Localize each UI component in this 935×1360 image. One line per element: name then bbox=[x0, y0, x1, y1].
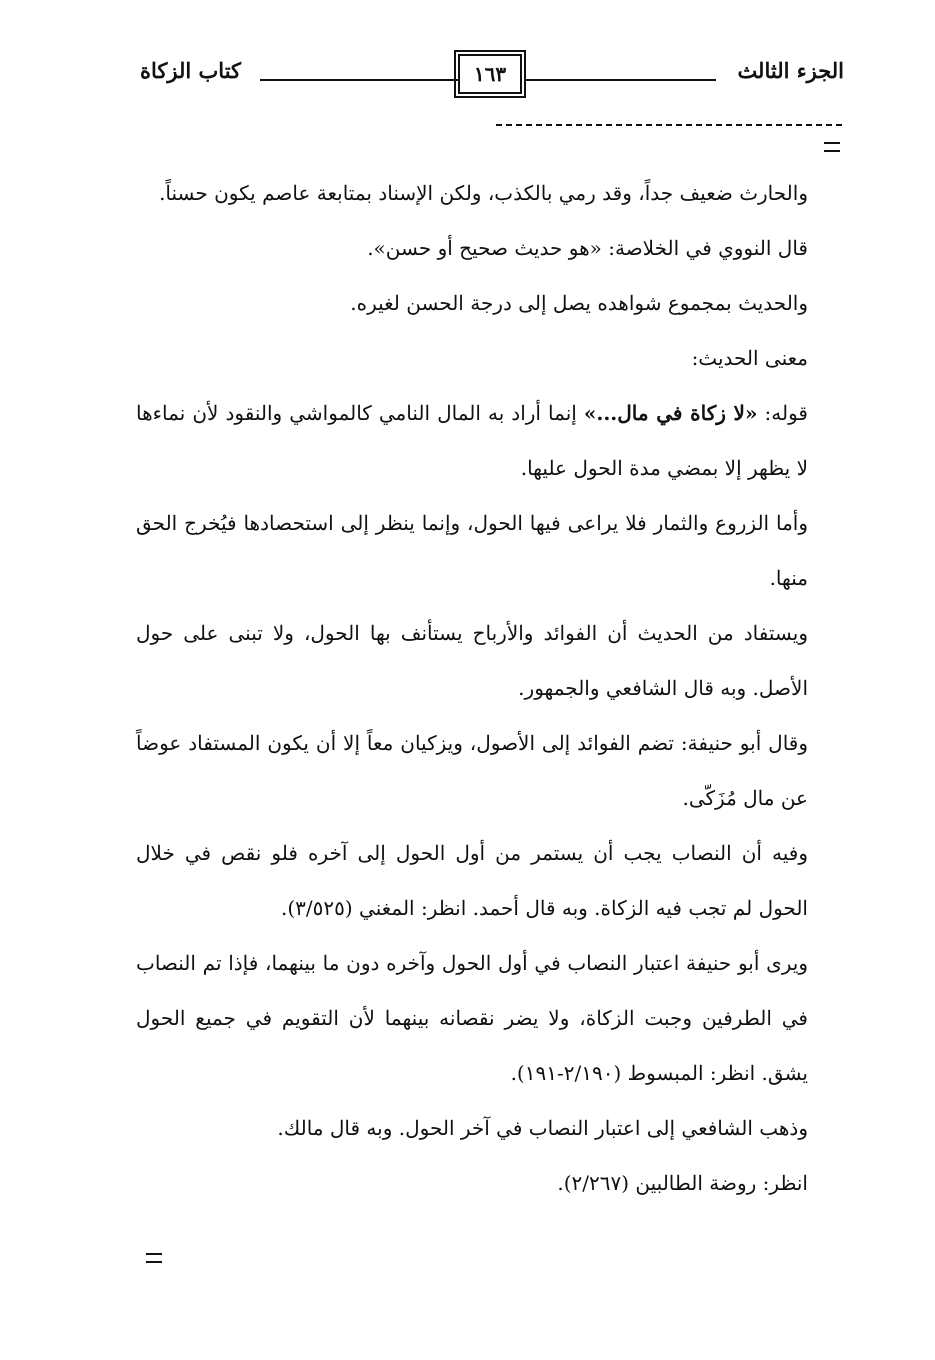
section-marker-top bbox=[824, 142, 840, 152]
paragraph: ويستفاد من الحديث أن الفوائد والأرباح يستأنف بها الحول، ولا تبنى على حول الأصل. وبه قال الشافعي والجمهور. bbox=[136, 621, 808, 700]
paragraph: انظر: روضة الطالبين (٢/٢٦٧). bbox=[557, 1171, 808, 1195]
quoted-hadith: «لا زكاة في مال...» bbox=[583, 401, 758, 425]
paragraph bbox=[136, 386, 808, 496]
volume-title: الجزء الثالث bbox=[737, 58, 844, 83]
paragraph: وفيه أن النصاب يجب أن يستمر من أول الحول إلى آخره فلو نقص في خلال الحول لم تجب فيه الزكاة. وبه قال أحمد. انظر: المغني (٣/٥٢٥). bbox=[136, 841, 808, 920]
page-body bbox=[136, 166, 808, 1211]
paragraph: والحديث بمجموع شواهده يصل إلى درجة الحسن لغيره. bbox=[350, 291, 808, 315]
paragraph: والحارث ضعيف جداً، وقد رمي بالكذب، ولكن الإسناد بمتابعة عاصم يكون حسناً. bbox=[159, 181, 808, 205]
paragraph: وأما الزروع والثمار فلا يراعى فيها الحول، وإنما ينظر إلى استحصادها فيُخرج الحق منها. bbox=[136, 511, 808, 590]
page-header bbox=[136, 52, 844, 102]
section-heading: معنى الحديث: bbox=[691, 346, 808, 370]
paragraph: وذهب الشافعي إلى اعتبار النصاب في آخر الحول. وبه قال مالك. bbox=[277, 1116, 808, 1140]
paragraph: وقال أبو حنيفة: تضم الفوائد إلى الأصول، ويزكيان معاً إلا أن يكون المستفاد عوضاً عن مال مُزَكّى. bbox=[136, 731, 808, 810]
paragraph-text: إنما أراد به المال النامي كالمواشي والنقود لأن نماءها لا يظهر إلا بمضي مدة الحول عليها. bbox=[136, 401, 808, 480]
page-number: ١٦٣ bbox=[458, 54, 522, 94]
paragraph: قال النووي في الخلاصة: «هو حديث صحيح أو حسن». bbox=[367, 236, 808, 260]
section-marker-bottom bbox=[146, 1253, 162, 1263]
header-rule-left bbox=[260, 79, 458, 81]
header-rule-right bbox=[522, 79, 716, 81]
chapter-title: كتاب الزكاة bbox=[140, 58, 242, 83]
dashed-separator bbox=[496, 124, 842, 126]
paragraph-prefix: قوله: bbox=[757, 401, 808, 425]
paragraph: ويرى أبو حنيفة اعتبار النصاب في أول الحول وآخره دون ما بينهما، فإذا تم النصاب في الطرفين وجبت الزكاة، ولا يضر نقصانه بينهما لأن التقويم في جميع الحول يشق. انظر: المبسوط (٢/١٩٠-١٩١). bbox=[136, 951, 808, 1085]
